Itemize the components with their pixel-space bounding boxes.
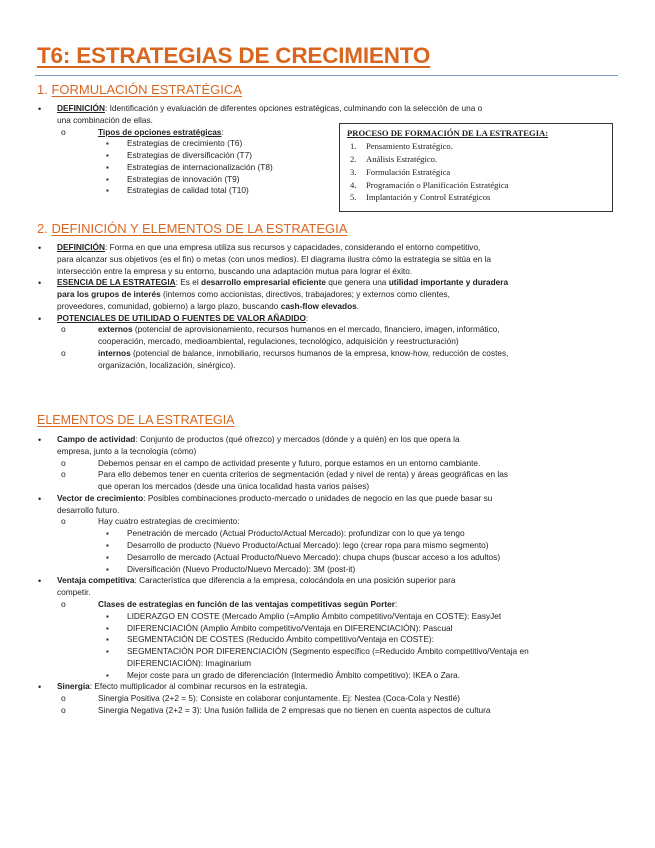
list-item: ▪ Mejor coste para un grado de diferenciación (Intermedio Ámbito competitivo): IKEA o Zara.: [37, 670, 622, 682]
sinergia-item: • Sinergia: Efecto multiplicador al combinar recursos en la estrategia.: [37, 681, 622, 693]
list-item: o Sinergia Negativa (2+2 = 3): Una fusión fallida de 2 empresas que no tienen en cuenta aspectos de cultura: [37, 705, 622, 717]
ventaja-item: • Ventaja competitiva: Característica que diferencia a la empresa, colocándola en una posición superior para: [37, 575, 622, 587]
list-item: o Debemos pensar en el campo de actividad presente y futuro, porque estamos en un entorno cambiante.: [37, 458, 622, 470]
section-2-body: [37, 242, 622, 372]
process-step: 5. Implantación y Control Estratégicos: [350, 192, 491, 203]
ventaja-cont: competir.: [57, 587, 91, 598]
list-item: ▪ DIFERENCIACIÓN (Amplio Ámbito competitivo/Ventaja en DIFERENCIACIÓN): Pascual: [37, 623, 622, 635]
list-item: ▪ Estrategias de internacionalización (T8): [37, 162, 617, 174]
list-item: ▪ SEGMENTACIÓN POR DIFERENCIACIÓN (Segmento específico (=Reducido Ámbito competitivo/Ventaja en: [37, 646, 622, 658]
external-sources-cont: cooperación, mercado, medioambiental, regulaciones, tecnológico, adquisición y reestructuración): [98, 336, 459, 347]
section-1-heading: [37, 81, 242, 99]
process-step: 2. Análisis Estratégico.: [350, 153, 438, 164]
section-1-title: FORMULACIÓN ESTRATÉGICA: [51, 82, 242, 97]
definition-item: [37, 103, 617, 115]
vector-cont: desarrollo futuro.: [57, 504, 120, 515]
vector-item: • Vector de crecimiento: Posibles combinaciones producto-mercado o unidades de negocio en las que puede basar su: [37, 493, 622, 505]
process-step: 1. Pensamiento Estratégico.: [350, 140, 453, 151]
essence-cont: para los grupos de interés (internos como accionistas, directivos, trabajadores; y externos como clientes,: [57, 289, 450, 300]
internal-sources-cont: organización, localización, sinérgico).: [98, 359, 236, 370]
definition-text: : Identificación y evaluación de diferentes opciones estratégicas, culminando con la selección de una o: [104, 103, 483, 113]
external-sources: o externos (potencial de aprovisionamiento, recursos humanos en el mercado, financiero, imagen, informático,: [37, 324, 622, 336]
process-step: 3. Formulación Estratégica: [350, 166, 451, 177]
list-item: ▪ Diversificación (Nuevo Producto/Nuevo Mercado): 3M (post-it): [37, 564, 622, 576]
list-item: ▪ Estrategias de crecimiento (T6): [37, 138, 617, 150]
internal-sources: o internos (potencial de balance, inmobiliario, recursos humanos de la empresa, know-how, reducción de costes,: [37, 348, 622, 360]
section-2-title: DEFINICIÓN Y ELEMENTOS DE LA ESTRATEGIA: [51, 221, 348, 236]
list-item-cont: que operan los mercados (desde una única localidad hasta varios países): [98, 481, 370, 492]
list-item: ▪ Estrategias de innovación (T9): [37, 174, 617, 186]
process-box-title: PROCESO DE FORMACIÓN DE LA ESTRATEGIA:: [347, 128, 549, 138]
section-2-number: 2.: [37, 221, 48, 236]
list-item-cont: DIFERENCIACIÓN): Imaginarium: [127, 657, 252, 668]
essence-cont: proveedores, comunidad, gobierno) a largo plazo, buscando cash-flow elevados.: [57, 300, 360, 311]
sources-item: • POTENCIALES DE UTILIDAD O FUENTES DE VALOR AÑADIDO:: [37, 313, 622, 325]
definition-text-cont: para alcanzar sus objetivos (es el fin) o metas (con unos medios). El diagrama ilustra cómo la estrategia se sitúa en la: [57, 253, 491, 264]
elements-heading: ELEMENTOS DE LA ESTRATEGIA: [37, 413, 235, 427]
section-1-number: 1.: [37, 82, 48, 97]
title-rule: [35, 75, 618, 76]
process-step: 4. Programación o Planificación Estratégica: [350, 179, 509, 190]
sources-label: POTENCIALES DE UTILIDAD O FUENTES DE VALOR AÑADIDO: [57, 312, 306, 323]
list-item: o Sinergia Positiva (2+2 = 5): Consiste en colaborar conjuntamente. Ej: Nestea (Coca-Cola y Nestlé): [37, 693, 622, 705]
definition-text-cont: intersección entre la empresa y su entorno, buscando una adaptación mutua para lograr el éxito.: [57, 265, 413, 276]
essence-label: ESENCIA DE LA ESTRATEGIA: [57, 277, 176, 288]
campo-item: • Campo de actividad: Conjunto de productos (qué ofrezco) y mercados (dónde y a quién) en los que opera la: [37, 434, 622, 446]
definition-label: DEFINICIÓN: [57, 103, 105, 113]
list-item: ▪ Desarrollo de mercado (Actual Producto/Nuevo Mercado): chupa chups (buscar acceso a los adultos): [37, 552, 622, 564]
list-item: ▪ Penetración de mercado (Actual Producto/Actual Mercado): profundizar con lo que ya tengo: [37, 528, 622, 540]
list-item: ▪ Estrategias de diversificación (T7): [37, 150, 617, 162]
list-item: ▪ LIDERAZGO EN COSTE (Mercado Amplio (=Amplio Ámbito competitivo/Ventaja en COSTE): EasyJet: [37, 611, 622, 623]
section-2-heading: [37, 220, 347, 238]
list-item: ▪ Estrategias de calidad total (T10): [37, 185, 617, 197]
page-title: T6: ESTRATEGIAS DE CRECIMIENTO: [37, 43, 431, 68]
types-item: o Tipos de opciones estratégicas:: [37, 127, 617, 139]
list-item: ▪ SEGMENTACIÓN DE COSTES (Reducido Ámbito competitivo/Ventaja en COSTE):: [37, 634, 622, 646]
list-item: o Para ello debemos tener en cuenta criterios de segmentación (edad y nivel de renta) y áreas geográficas en las: [37, 469, 622, 481]
porter-item: o Clases de estrategias en función de las ventajas competitivas según Porter:: [37, 599, 622, 611]
definition-text-cont: una combinación de ellas.: [57, 114, 153, 125]
essence-item: • ESENCIA DE LA ESTRATEGIA: Es el desarrollo empresarial eficiente que genera una utilidad importante y duradera: [37, 277, 622, 289]
campo-cont: empresa, junto a la tecnología (cómo): [57, 445, 197, 456]
list-item: ▪ Desarrollo de producto (Nuevo Producto/Actual Mercado): lego (crear ropa para mismo segmento): [37, 540, 622, 552]
process-box: [339, 123, 613, 212]
definition-item: • DEFINICIÓN: Forma en que una empresa utiliza sus recursos y capacidades, considerando el entorno competitivo,: [37, 242, 622, 254]
elements-body: [37, 434, 622, 717]
list-item: o Hay cuatro estrategias de crecimiento:: [37, 516, 622, 528]
definition-label: DEFINICIÓN: [57, 242, 105, 252]
types-label: Tipos de opciones estratégicas: [98, 126, 222, 137]
